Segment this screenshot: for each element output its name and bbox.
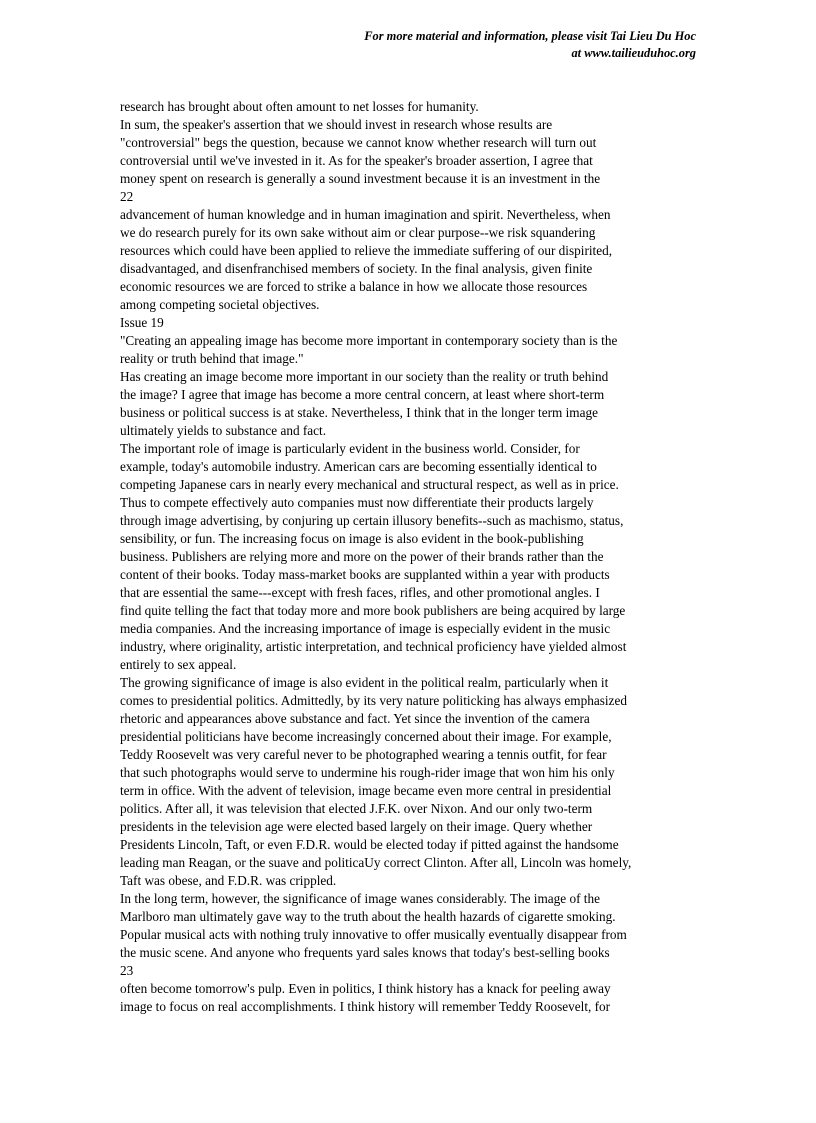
text-line: presidential politicians have become increasingly concerned about their image. For example, — [120, 728, 612, 744]
text-line: Issue 19 — [120, 314, 164, 330]
text-line: Thus to compete effectively auto companies must now differentiate their products largely — [120, 494, 594, 510]
text-line: "Creating an appealing image has become more important in contemporary society than is the — [120, 332, 618, 348]
text-line: The important role of image is particularly evident in the business world. Consider, for — [120, 440, 580, 456]
text-line: industry, where originality, artistic interpretation, and technical proficiency have yielded almost — [120, 638, 627, 654]
text-line: media companies. And the increasing importance of image is especially evident in the music — [120, 620, 611, 636]
text-line: that such photographs would serve to undermine his rough-rider image that won him his only — [120, 764, 615, 780]
text-line: The growing significance of image is also evident in the political realm, particularly when it — [120, 674, 609, 690]
text-line: reality or truth behind that image." — [120, 350, 304, 366]
text-line: politics. After all, it was television that elected J.F.K. over Nixon. And our only two-term — [120, 800, 593, 816]
text-line: "controversial" begs the question, because we cannot know whether research will turn out — [120, 134, 597, 150]
text-line: advancement of human knowledge and in human imagination and spirit. Nevertheless, when — [120, 206, 611, 222]
page-header — [196, 28, 696, 62]
text-line: 23 — [120, 962, 134, 978]
text-line: disadvantaged, and disenfranchised members of society. In the final analysis, given finite — [120, 260, 593, 276]
text-line: example, today's automobile industry. American cars are becoming essentially identical to — [120, 458, 597, 474]
text-line: Teddy Roosevelt was very careful never to be photographed wearing a tennis outfit, for fear — [120, 746, 607, 762]
text-line: the music scene. And anyone who frequents yard sales knows that today's best-selling books — [120, 944, 610, 960]
text-line: content of their books. Today mass-market books are supplanted within a year with products — [120, 566, 610, 582]
text-line: leading man Reagan, or the suave and politicaUy correct Clinton. After all, Lincoln was homely, — [120, 854, 632, 870]
text-line: money spent on research is generally a sound investment because it is an investment in the — [120, 170, 601, 186]
text-line: business or political success is at stake. Nevertheless, I think that in the longer term image — [120, 404, 598, 420]
text-line: sensibility, or fun. The increasing focus on image is also evident in the book-publishing — [120, 530, 584, 546]
text-line: In the long term, however, the significance of image wanes considerably. The image of the — [120, 890, 600, 906]
text-line: In sum, the speaker's assertion that we should invest in research whose results are — [120, 116, 553, 132]
header-line-1: For more material and information, please visit Tai Lieu Du Hoc — [364, 29, 696, 43]
text-line: Marlboro man ultimately gave way to the truth about the health hazards of cigarette smoking. — [120, 908, 616, 924]
text-line: often become tomorrow's pulp. Even in politics, I think history has a knack for peeling away — [120, 980, 611, 996]
text-line: controversial until we've invested in it. As for the speaker's broader assertion, I agree that — [120, 152, 593, 168]
text-line: 22 — [120, 188, 134, 204]
text-line: find quite telling the fact that today more and more book publishers are being acquired by large — [120, 602, 626, 618]
text-line: competing Japanese cars in nearly every mechanical and structural respect, as well as in price. — [120, 476, 619, 492]
text-line: term in office. With the advent of television, image became even more central in presidential — [120, 782, 612, 798]
text-line: image to focus on real accomplishments. I think history will remember Teddy Roosevelt, for — [120, 998, 611, 1014]
text-line: Has creating an image become more important in our society than the reality or truth behind — [120, 368, 609, 384]
text-line: through image advertising, by conjuring up certain illusory benefits--such as machismo, status, — [120, 512, 624, 528]
text-line: business. Publishers are relying more and more on the power of their brands rather than the — [120, 548, 604, 564]
text-line: among competing societal objectives. — [120, 296, 320, 312]
text-line: resources which could have been applied to relieve the immediate suffering of our dispirited, — [120, 242, 613, 258]
text-line: research has brought about often amount to net losses for humanity. — [120, 98, 479, 114]
text-line: entirely to sex appeal. — [120, 656, 237, 672]
text-line: comes to presidential politics. Admittedly, by its very nature politicking has always emphasized — [120, 692, 627, 708]
header-line-2: at www.tailieuduhoc.org — [571, 46, 696, 60]
text-line: we do research purely for its own sake without aim or clear purpose--we risk squandering — [120, 224, 596, 240]
text-line: Presidents Lincoln, Taft, or even F.D.R. would be elected today if pitted against the handsome — [120, 836, 619, 852]
text-line: ultimately yields to substance and fact. — [120, 422, 327, 438]
text-line: Popular musical acts with nothing truly innovative to offer musically eventually disappear from — [120, 926, 627, 942]
text-line: presidents in the television age were elected based largely on their image. Query whether — [120, 818, 593, 834]
text-line: that are essential the same---except with fresh faces, rifles, and other promotional angles. I — [120, 584, 600, 600]
document-body — [120, 98, 720, 1016]
text-line: the image? I agree that image has become a more central concern, at least where short-term — [120, 386, 605, 402]
text-line: economic resources we are forced to strike a balance in how we allocate those resources — [120, 278, 588, 294]
text-line: Taft was obese, and F.D.R. was crippled. — [120, 872, 337, 888]
text-line: rhetoric and appearances above substance and fact. Yet since the invention of the camera — [120, 710, 590, 726]
